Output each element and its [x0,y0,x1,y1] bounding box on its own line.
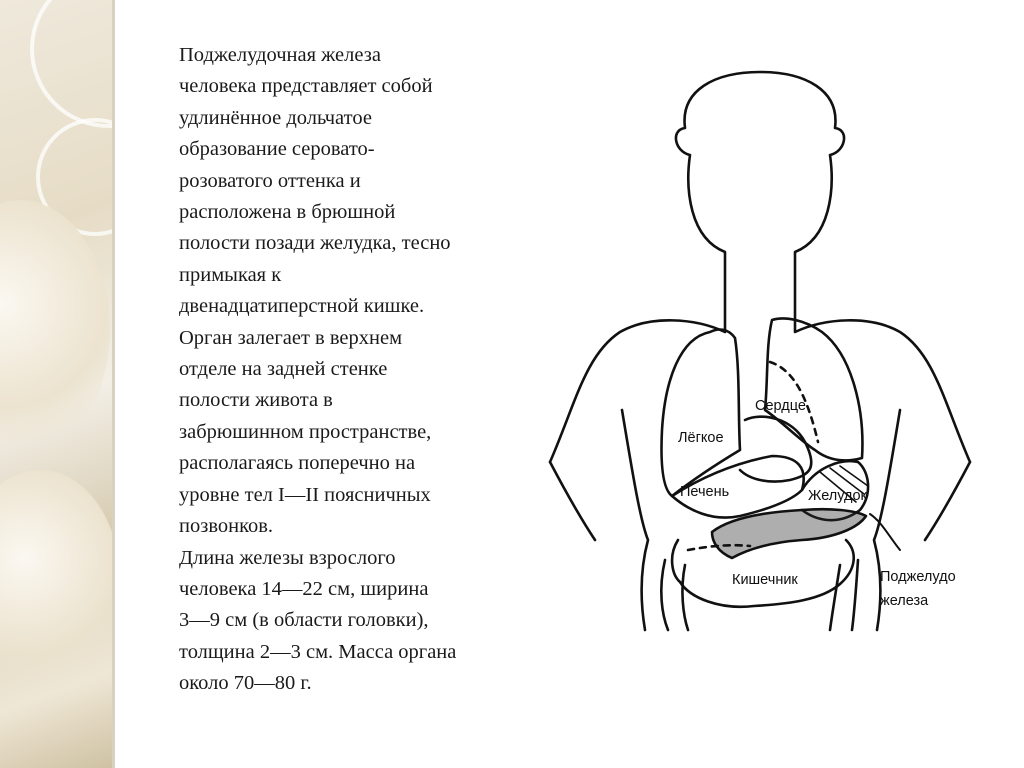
pancreas-label-line1: Поджелудо [880,569,956,585]
panel-divider [112,0,115,768]
lung-label: Лёгкое [678,430,724,446]
intestine-label: Кишечник [732,572,798,588]
left-torso-side [622,410,648,630]
stomach-label: Желудок [808,488,867,504]
anatomy-diagram [540,70,980,640]
text-line: образование серовато- [179,138,375,161]
text-line: Орган залегает в верхнем [179,326,403,349]
decorative-fabric-fold [0,470,112,690]
pancreas-label-line2: железа [880,593,929,609]
text-line: удлинённое дольчатое [179,106,372,129]
text-line: расположена в брюшной [179,201,396,224]
text-line: Поджелудочная железа [179,44,381,66]
heart-label: Сердце [755,398,806,414]
right-arm-outline [925,462,970,540]
left-arm-outline [550,462,595,540]
large-intestine-right [830,560,858,630]
text-line: около 70—80 г. [179,672,312,695]
left-lung [661,330,740,496]
text-line: розоватого оттенка и [179,169,361,192]
text-line: 3—9 см (в области головки), [179,609,429,632]
text-line: полости живота в [179,389,333,412]
liver-label: Печень [680,484,730,500]
text-line: двенадцатиперстной кишке. [179,295,425,318]
pancreas-description [179,40,539,700]
text-line: человека представляет собой [179,75,433,98]
text-line: толщина 2—3 см. Масса органа [179,640,457,663]
text-line: располагаясь поперечно на [179,452,416,475]
text-line: отделе на задней стенке [179,358,388,381]
decorative-fabric-fold [0,200,110,460]
text-line: полости позади желудка, тесно [179,232,451,255]
decorative-ring [30,0,112,128]
text-line: позвонков. [179,515,274,538]
heart [740,417,811,482]
text-line: примыкая к [179,263,282,286]
text-line: Длина железы взрослого [179,546,396,569]
decorative-side-panel [0,0,112,768]
text-line: уровне тел I—II поясничных [179,483,431,506]
text-line: забрюшинном пространстве, [179,420,432,443]
right-lung [765,319,862,461]
text-line: человека 14—22 см, ширина [179,577,429,600]
